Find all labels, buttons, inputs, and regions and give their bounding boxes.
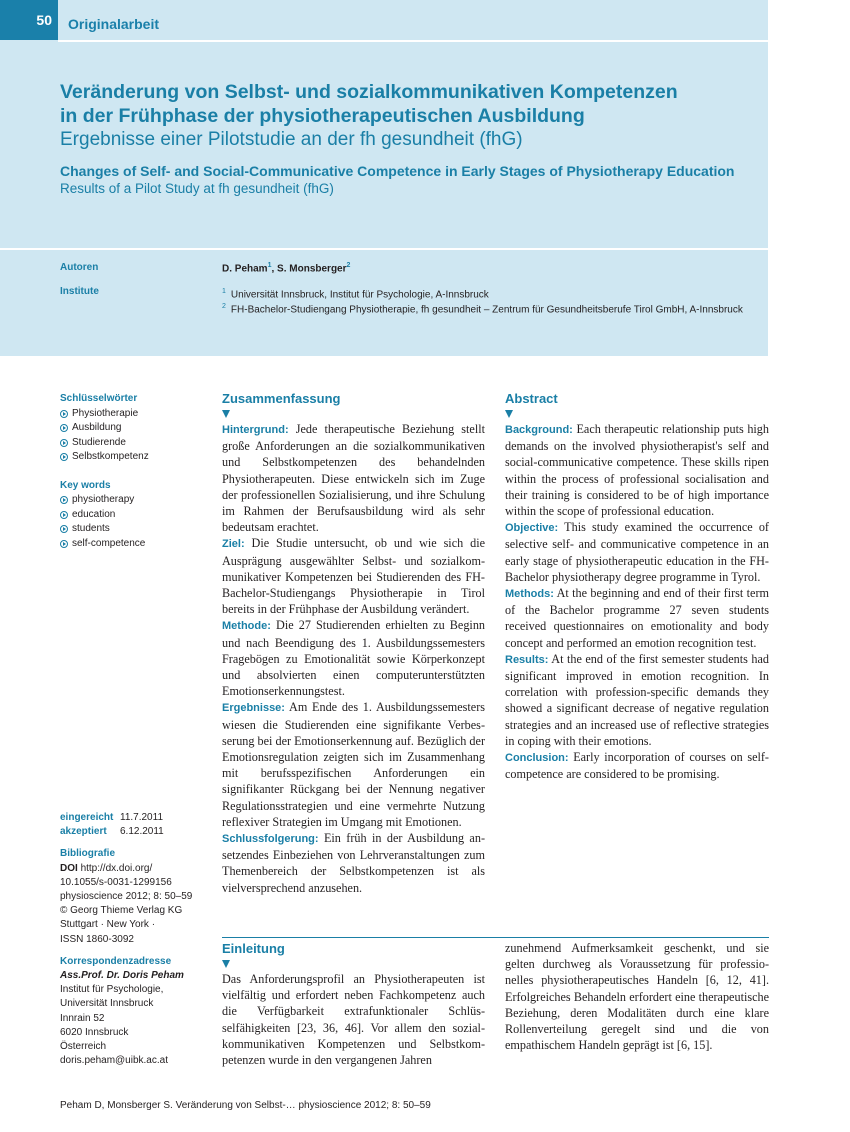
address-line: Institut für Psychologie, <box>60 984 164 996</box>
abstract-de-aim: Ziel: Die Studie untersucht, ob und wie sich die Ausprägung ausgewählter Selbst- und sozialkommunikativer Kompetenzen bei Studierenden des FH-Bachelor-Studiengangs Physiotherapie in Tirol bereits in der Frühphase der Ausbildung verändert. <box>222 536 485 617</box>
author-2-affiliation: 2 <box>346 262 351 269</box>
address-line: Österreich <box>60 1041 107 1053</box>
bullet-icon <box>60 439 68 447</box>
triangle-down-icon <box>505 410 513 418</box>
author-separator: , <box>271 263 278 275</box>
institute-1-number: 1 <box>222 288 226 295</box>
page-number: 50 <box>36 12 52 28</box>
citation: physioscience 2012; 8: 50–59 <box>60 891 193 903</box>
address-line: 6020 Innsbruck <box>60 1026 129 1038</box>
bullet-icon <box>60 424 68 432</box>
authors-label: Autoren <box>60 262 99 273</box>
introduction-text-right: zunehmend Aufmerksamkeit geschenkt, und sie gelten durchweg als Voraussetzung für professionelles physiotherapeutisches Handeln [6, 12, 41]. Erfolgreiches Behandeln erfordert eine therapeutische Beziehung, deren Modalitäten durch eine klare Rollenverteilung geregelt sind und die von empathischem Handeln geprägt ist [6, 15]. <box>505 941 769 1053</box>
keyword-en-item: education <box>60 508 210 523</box>
abstract-de <box>222 390 485 896</box>
author-1: D. Peham <box>222 263 268 275</box>
doi: DOI http://dx.doi.org/ <box>60 862 153 874</box>
title-de-line1: Veränderung von Selbst- und sozialkommunikativen Kompetenzen <box>60 81 678 103</box>
introduction-left <box>222 940 485 1068</box>
keyword-de-item: Selbstkompetenz <box>60 450 210 465</box>
institute-2: $^2$ FH-Bachelor-Studiengang Physiotherapie, fh gesundheit – Zentrum für Gesundheitsberufe Tirol GmbH, A-Innsbruck <box>222 303 743 316</box>
keywords-sidebar <box>60 392 210 551</box>
address-line: Innrain 52 <box>60 1012 105 1024</box>
keyword-en-item: students <box>60 522 210 537</box>
abstract-de-background: Hintergrund: Jede therapeutische Beziehung stellt große Anforderungen an die sozialkommunikativen und Selbstkompetenzen des behandelnden Physiotherapeuten. Diese entwickeln sich im Zuge der professionellen Sozialisierung, und ihre Schulung im Rahmen der Berufsausbildung wird als sehr bedeutsam erachtet. <box>222 422 486 535</box>
introduction-text-left: Das Anforderungsprofil an Physiotherapeuten ist vielfältig und erfordert neben Fachkompetenz auch die Verfügbarkeit extrafunktionaler Schlüsselfähigkeiten [23, 36, 46]. Vor allem den sozialkommunikativen Kompetenzen und Selbstkompetenzen wurde in den vergangenen Jahren <box>222 972 485 1068</box>
abstract-en-results: Results: At the end of the first semester students had significant improved in emotion recognition. In correlation with profession-specific demands they showed a significant decrease of negative regulation strategies and an increased use of reflective strategies in coping with their emotions. <box>505 651 770 748</box>
address-line: Universität Innsbruck <box>60 998 154 1010</box>
keyword-de-item: Physiotherapie <box>60 407 210 422</box>
section-label: Originalarbeit <box>68 16 160 32</box>
title-de-line2: in der Frühphase der physiotherapeutischen Ausbildung <box>60 105 585 127</box>
email-link[interactable]: doris.peham@uibk.ac.at <box>60 1055 168 1067</box>
institute-1: $^1$ Universität Innsbruck, Institut für Psychologie, A-Innsbruck <box>222 288 489 301</box>
title-block <box>60 80 760 198</box>
abstract-en-conclusion: Conclusion: Early incorporation of courses on self-competence are considered to be promising. <box>505 750 769 782</box>
keywords-en-label: Key words <box>60 479 111 491</box>
keyword-en-item: self-competence <box>60 537 210 552</box>
section-divider <box>222 937 769 938</box>
introduction-heading: Einleitung <box>222 941 285 956</box>
correspondence-label: Korrespondenzadresse <box>60 955 172 967</box>
page-footer: Peham D, Monsberger S. Veränderung von Selbst-… physioscience 2012; 8: 50–59 <box>60 1100 431 1111</box>
bullet-icon <box>60 496 68 504</box>
author-1-affiliation: 1 <box>267 262 272 269</box>
introduction-right <box>505 940 769 1053</box>
bibliography-label: Bibliografie <box>60 848 116 860</box>
institutes-label: Institute <box>60 286 99 297</box>
received-date: eingereicht 11.7.2011 <box>60 812 164 823</box>
publisher-place: Stuttgart · New York · <box>60 919 156 931</box>
keyword-de-item: Ausbildung <box>60 421 210 436</box>
accepted-date: akzeptiert 6.12.2011 <box>60 826 164 838</box>
title-de <box>60 80 760 128</box>
abstract-en-objective: Objective: This study examined the occurrence of selective self- and communicative competence in an early stage of physiotherapeutic education in the FH-Bachelor physiotherapy degree programme in Tyrol. <box>505 520 769 584</box>
bullet-icon <box>60 525 68 533</box>
abstract-en-heading: Abstract <box>505 391 558 406</box>
authors <box>222 262 350 274</box>
author-2: S. Monsberger <box>277 263 347 275</box>
keywords-de-label: Schlüsselwörter <box>60 393 138 404</box>
triangle-down-icon <box>222 410 230 418</box>
title-divider <box>0 248 768 250</box>
issn: ISSN 1860-3092 <box>60 933 134 945</box>
bullet-icon <box>60 511 68 519</box>
abstract-en <box>505 390 769 782</box>
institutes <box>222 286 743 317</box>
header-divider <box>58 40 768 42</box>
institute-2-number: 2 <box>222 303 226 311</box>
bullet-icon <box>60 410 68 418</box>
abstract-de-conclusion: Schlussfolgerung: Ein früh in der Ausbildung ansetzendes Einbeziehen von Lehrveranstaltungen zum Themenbereich der Selbstkompetenzen ist als vielversprechend anzusehen. <box>222 831 486 895</box>
copyright: © Georg Thieme Verlag KG <box>60 905 183 917</box>
triangle-down-icon <box>222 960 230 968</box>
bullet-icon <box>60 540 68 548</box>
abstract-de-heading: Zusammenfassung <box>222 391 341 406</box>
keyword-de-item: Studierende <box>60 436 210 451</box>
abstract-de-results: Ergebnisse: Am Ende des 1. Ausbildungssemesters wiesen die Studierenden eine signifikante Verbesserung bei der Emotionserkennung auf. Bezüglich der Emotionsregulation zeigten sich im Zusammenhang mit berufsspezifischen Anforderungen ein signifikanter Rückgang bei der Nennung negativer Regulationsstrategien und eine vermehrte Nutzung reflexiver Strategien im Umgang mit Emotionen. <box>222 700 485 829</box>
title-en: Changes of Self- and Social-Communicative Competence in Early Stages of Physiotherapy Education <box>60 163 735 179</box>
bibliography-sidebar <box>60 811 210 1068</box>
abstract-en-background: Background: Each therapeutic relationship puts high demands on the involved physiotherapist's self and social-communicative competence. These skills ripen within the process of professional socialisation and their training is considered to be of high importance within the scope of professional education. <box>505 422 769 519</box>
correspondence-name: Ass.Prof. Dr. Doris Peham <box>60 970 184 982</box>
subtitle-de: Ergebnisse einer Pilotstudie an der fh gesundheit (fhG) <box>60 129 523 150</box>
subtitle-en: Results of a Pilot Study at fh gesundheit (fhG) <box>60 181 334 196</box>
keyword-en-item: physiotherapy <box>60 493 210 508</box>
doi-link[interactable]: http://dx.doi.org/ <box>80 862 153 874</box>
abstract-en-methods: Methods: At the beginning and end of their first term of the Bachelor programme 27 seven students received questionnaires on emotionality and body concept and performed an emotion recognition test. <box>505 586 770 650</box>
bullet-icon <box>60 453 68 461</box>
abstract-de-method: Methode: Die 27 Studierenden erhielten zu Beginn und nach Beendigung des 1. Ausbildungssemesters Fragebögen zu Emotionalität sowie Körperkonzept und absolvierten einen computerunterstützten Emotionserkennungstest. <box>222 618 486 699</box>
doi-number: 10.1055/s-0031-1299156 <box>60 876 172 888</box>
